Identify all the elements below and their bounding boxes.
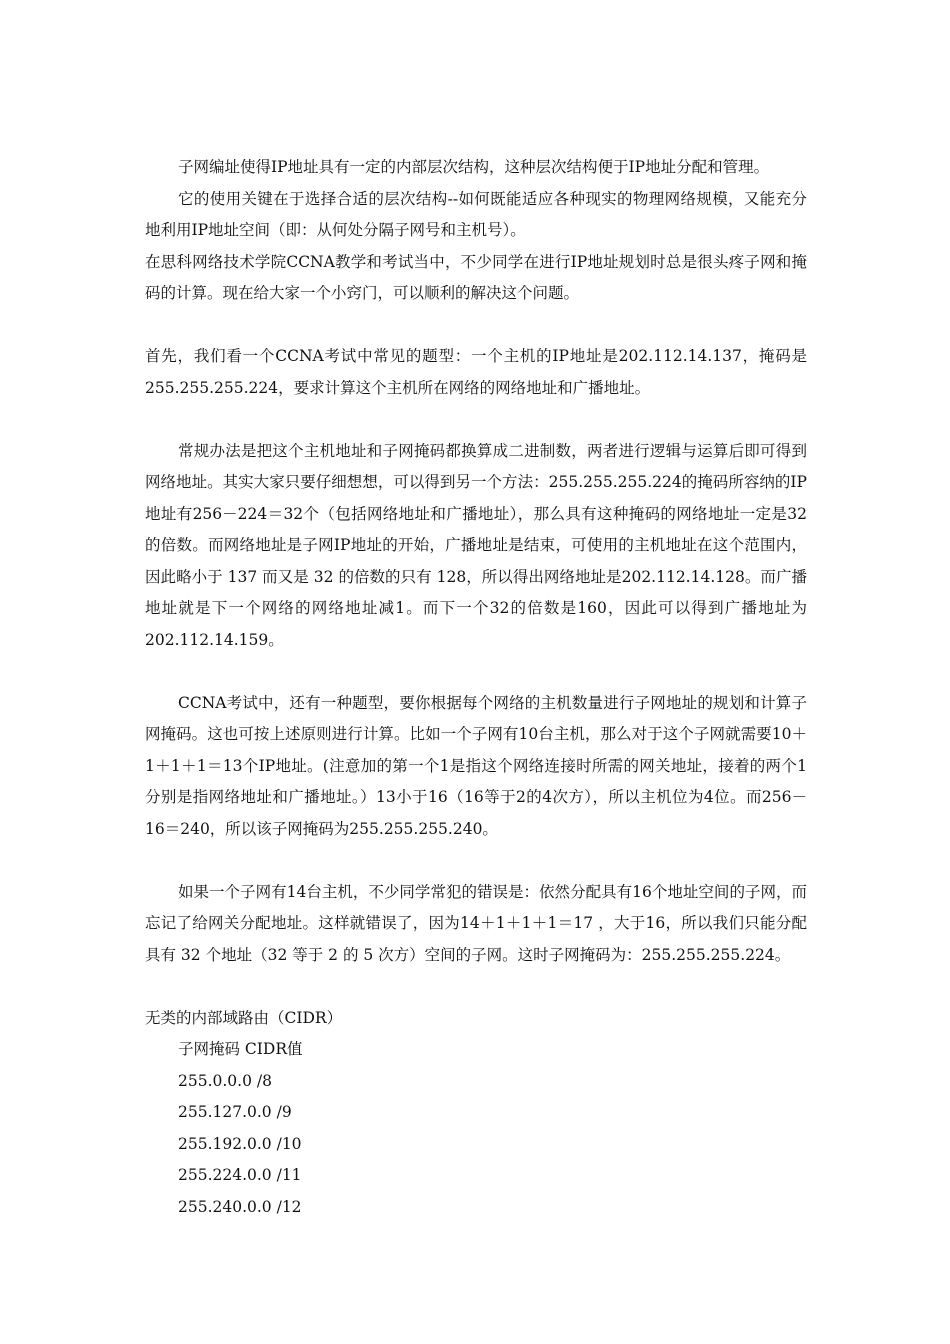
paragraph-method: 常规办法是把这个主机地址和子网掩码都换算成二进制数，两者进行逻辑与运算后即可得到网络地址。其实大家只要仔细想想，可以得到另一个方法：255.255.255.224的掩码所容纳的IP地址有256－224＝32个（包括网络地址和广播地址），那么具有这种掩码的网络地址一定是32的倍数。而网络地址是子网IP地址的开始，广播地址是结束，可使用的主机地址在这个范围内，因此略小于 137 而又是 32 的倍数的只有 128，所以得出网络地址是202.112.14.128。而广播地址就是下一个网络的网络地址减1。而下一个32的倍数是160，因此可以得到广播地址为202.112.14.159。 xyxy=(145,441,807,649)
cidr-table-row: 255.0.0.0 /8 xyxy=(178,1071,272,1090)
cidr-table xyxy=(145,1034,807,1223)
paragraph-common-mistake: 如果一个子网有14台主机，不少同学常犯的错误是：依然分配具有16个地址空间的子网，而忘记了给网关分配地址。这样就错误了，因为14＋1＋1＋1＝17 ，大于16，所以我们只能分配具有 32 个地址（32 等于 2 的 5 次方）空间的子网。这时子网掩码为：255.255.255.224。 xyxy=(145,882,807,964)
cidr-table-row: 255.240.0.0 /12 xyxy=(178,1197,302,1216)
spacer xyxy=(145,404,807,436)
paragraph-intro-2: 它的使用关键在于选择合适的层次结构--如何既能适应各种现实的物理网络规模，又能充分地利用IP地址空间（即：从何处分隔子网号和主机号）。 xyxy=(145,189,807,239)
paragraph-intro-3: 在思科网络技术学院CCNA教学和考试当中，不少同学在进行IP地址规划时总是很头疼子网和掩码的计算。现在给大家一个小窍门，可以顺利的解决这个问题。 xyxy=(145,252,807,302)
document-body xyxy=(145,152,807,1223)
paragraph-subnet-planning: CCNA考试中，还有一种题型，要你根据每个网络的主机数量进行子网地址的规划和计算子网掩码。这也可按上述原则进行计算。比如一个子网有10台主机，那么对于这个子网就需要10＋1＋1＋1＝13个IP地址。(注意加的第一个1是指这个网络连接时所需的网关地址，接着的两个1分别是指网络地址和广播地址。）13小于16（16等于2的4次方），所以主机位为4位。而256－16＝240，所以该子网掩码为255.255.255.240。 xyxy=(145,693,807,838)
spacer xyxy=(145,971,807,1003)
spacer xyxy=(145,845,807,877)
spacer xyxy=(145,656,807,688)
cidr-table-header: 子网掩码 CIDR值 xyxy=(178,1040,303,1058)
spacer xyxy=(145,310,807,342)
cidr-table-row: 255.224.0.0 /11 xyxy=(178,1166,302,1184)
cidr-title: 无类的内部域路由（CIDR） xyxy=(145,1008,343,1027)
paragraph-question: 首先，我们看一个CCNA考试中常见的题型：一个主机的IP地址是202.112.14.137，掩码是255.255.255.224，要求计算这个主机所在网络的网络地址和广播地址。 xyxy=(145,347,807,397)
cidr-table-row: 255.127.0.0 /9 xyxy=(178,1103,292,1121)
paragraph-intro-1: 子网编址使得IP地址具有一定的内部层次结构，这种层次结构便于IP地址分配和管理。 xyxy=(178,158,770,176)
cidr-table-row: 255.192.0.0 /10 xyxy=(178,1134,302,1153)
